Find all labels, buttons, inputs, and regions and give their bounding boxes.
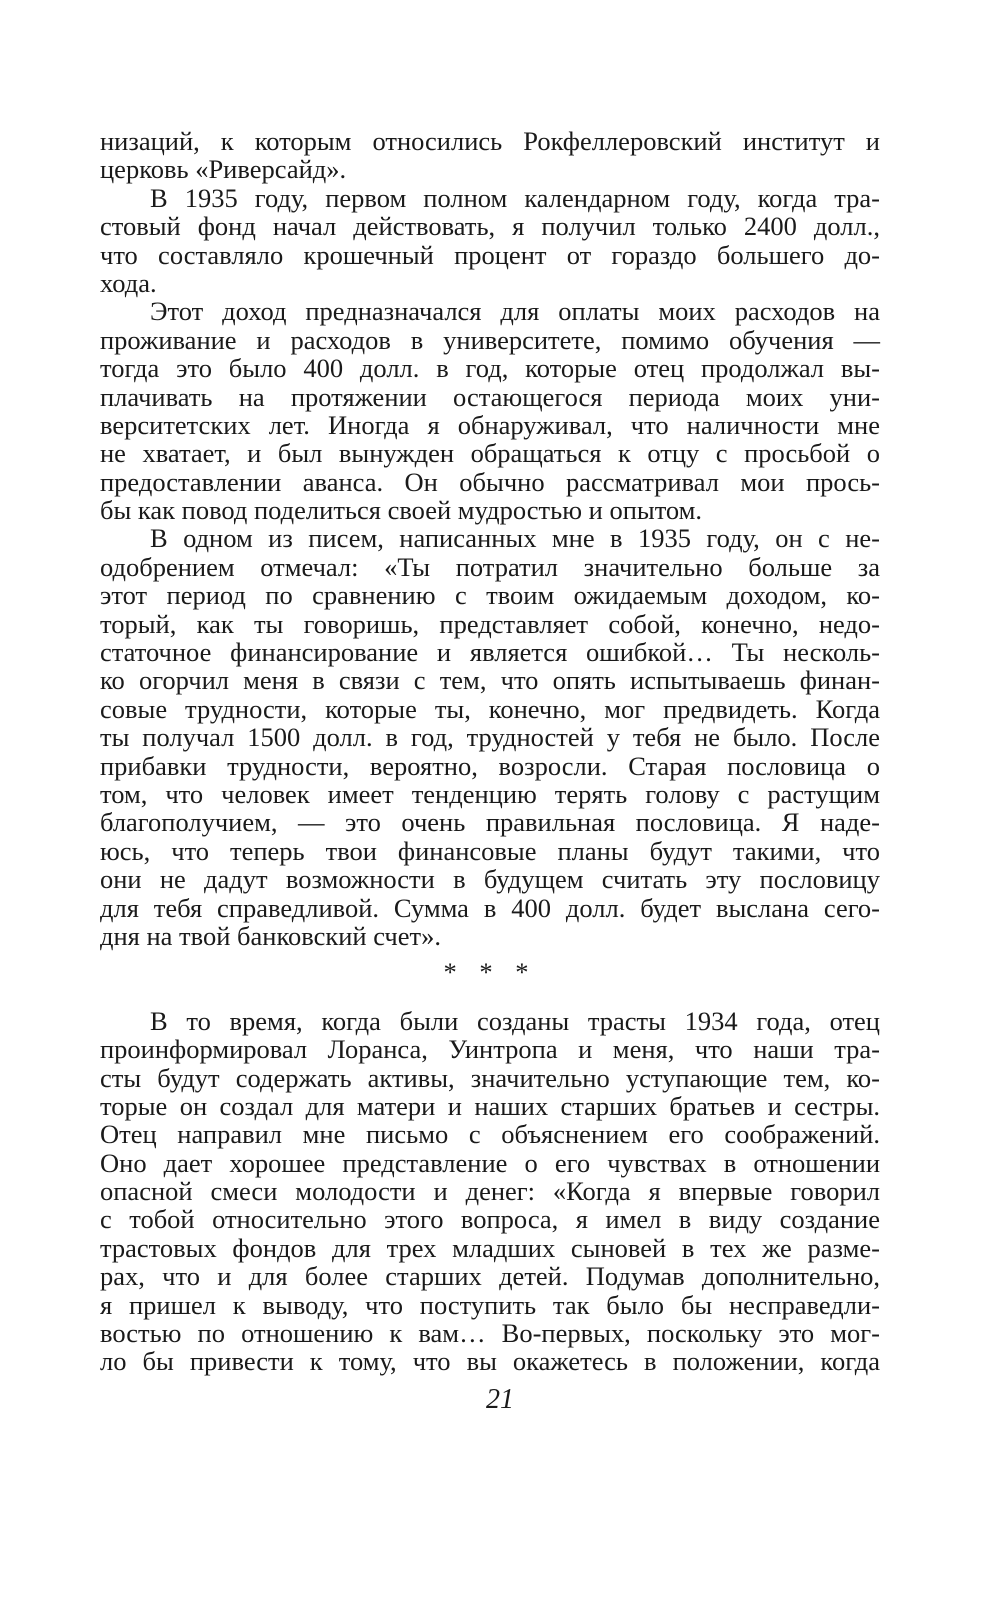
text-line: с тобой относительно этого вопроса, я имел в виду создание	[100, 1204, 880, 1235]
text-line: ло бы привести к тому, что вы окажетесь в положении, когда	[100, 1346, 880, 1377]
page-body	[100, 127, 880, 1376]
text-line: сты будут содержать активы, значительно уступающие тем, ко-	[100, 1062, 880, 1093]
text-line: совые трудности, которые ты, конечно, мог предвидеть. Когда	[100, 693, 880, 724]
text-line: хода.	[100, 267, 157, 298]
text-line: прибавки трудности, вероятно, возросли. Старая пословица о	[100, 750, 880, 781]
text-line: трастовых фондов для трех младших сыновей в тех же разме-	[100, 1232, 880, 1263]
text-line: церковь «Риверсайд».	[100, 154, 347, 185]
text-line: низаций, к которым относились Рокфеллеровский институт и	[100, 126, 880, 156]
text-line: В 1935 году, первом полном календарном году, когда тра-	[150, 182, 880, 213]
text-line: дня на твой банковский счет».	[100, 920, 441, 951]
text-line: рах, что и для более старших детей. Подумав дополнительно,	[100, 1261, 880, 1292]
text-line: торый, как ты говоришь, представляет собой, конечно, недо-	[100, 608, 880, 639]
text-line: Этот доход предназначался для оплаты моих расходов на	[150, 296, 880, 327]
text-line: стовый фонд начал действовать, я получил только 2400 долл.,	[100, 211, 880, 242]
text-line: опасной смеси молодости и денег: «Когда я впервые говорил	[100, 1176, 880, 1207]
text-line: тогда это было 400 долл. в год, которые отец продолжал вы-	[100, 353, 880, 384]
section-separator: * * *	[443, 957, 537, 988]
text-line: В одном из писем, написанных мне в 1935 году, он с не-	[150, 523, 880, 554]
text-block-2	[100, 1007, 880, 1376]
text-line: востью по отношению к вам… Во-первых, поскольку это мог-	[100, 1318, 880, 1349]
text-line: одобрением отмечал: «Ты потратил значительно больше за	[100, 551, 880, 582]
text-line: предоставлении аванса. Он обычно рассматривал мои прось-	[100, 466, 880, 497]
text-line: я пришел к выводу, что поступить так было бы несправедли-	[100, 1289, 880, 1320]
text-line: торые он создал для матери и наших старших братьев и сестры.	[100, 1090, 880, 1121]
text-line: юсь, что теперь твои финансовые планы будут такими, что	[100, 835, 880, 866]
text-line: В то время, когда были созданы трасты 1934 года, отец	[150, 1005, 880, 1036]
text-line: Отец направил мне письмо с объяснением его соображений.	[100, 1119, 880, 1150]
text-line: Оно дает хорошее представление о его чувствах в отношении	[100, 1147, 880, 1178]
text-line: бы как повод поделиться своей мудростью и опытом.	[100, 495, 703, 526]
text-line: проживание и расходов в университете, помимо обучения —	[100, 324, 880, 355]
text-line: этот период по сравнению с твоим ожидаемым доходом, ко-	[100, 580, 880, 611]
text-line: ко огорчил меня в связи с тем, что опять испытываешь финан-	[100, 665, 880, 696]
text-line: статочное финансирование и является ошибкой… Ты несколь-	[100, 637, 880, 668]
text-line: они не дадут возможности в будущем считать эту пословицу	[100, 864, 880, 895]
text-line: верситетских лет. Иногда я обнаруживал, что наличности мне	[100, 409, 880, 440]
text-block-1	[100, 127, 880, 950]
text-line: ты получал 1500 долл. в год, трудностей у тебя не было. После	[100, 722, 880, 753]
text-line: благополучием, — это очень правильная пословица. Я наде-	[100, 807, 880, 838]
page-number: 21	[486, 1384, 514, 1415]
text-line: плачивать на протяжении остающегося периода моих уни-	[100, 381, 880, 412]
text-line: для тебя справедливой. Сумма в 400 долл. будет выслана сего-	[100, 892, 880, 923]
text-line: проинформировал Лоранса, Уинтропа и меня, что наши тра-	[100, 1034, 880, 1065]
text-line: что составляло крошечный процент от гораздо большего до-	[100, 239, 880, 270]
text-line: том, что человек имеет тенденцию терять голову с растущим	[100, 778, 880, 809]
text-line: не хватает, и был вынужден обращаться к отцу с просьбой о	[100, 438, 880, 469]
